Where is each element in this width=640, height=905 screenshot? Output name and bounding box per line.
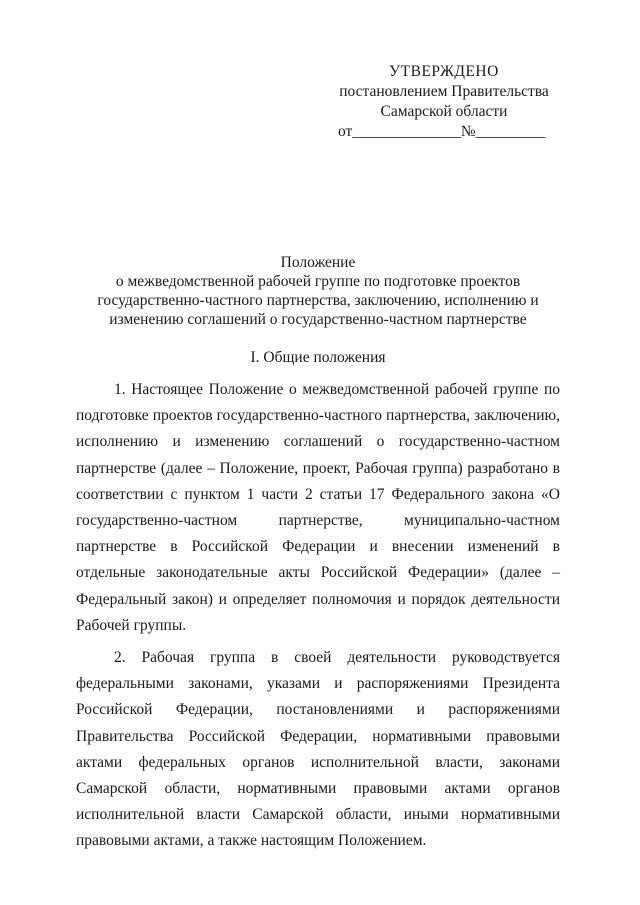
section-heading: I. Общие положения [250, 349, 386, 366]
approval-title: УТВЕРЖДЕНО [389, 63, 499, 80]
document-title-line: о межведомственной рабочей группе по подготовке проектов [115, 273, 521, 290]
approval-stamp [338, 62, 550, 142]
document-title-line: Положение [280, 254, 356, 271]
approval-date-number-line: от______________№_________ [338, 123, 546, 140]
approval-line-1: постановлением Правительства [339, 83, 549, 100]
approval-line-2: Самарской области [380, 103, 508, 120]
paragraph: 2. Рабочая группа в своей деятельности руководствуется федеральными законами, указами и распоряжениями Президента Российской Федерации, постановлениями и распоряжениями Правительства Российской Федерации, нормативными правовыми актами федеральных органов исполнительной власти, законами Самарской области, нормативными правовыми актами органов исполнительной власти Самарской области, иными нормативными правовыми актами, а также настоящим Положением. [76, 649, 560, 850]
document-title-line: государственно-частного партнерства, заключению, исполнению и [97, 292, 539, 309]
document-body [76, 377, 560, 855]
document-title [76, 253, 560, 329]
document-title-line: изменению соглашений о государственно-частном партнерстве [109, 311, 527, 328]
paragraph: 1. Настоящее Положение о межведомственной рабочей группе по подготовке проектов государственно-частного партнерства, заключению, исполнению и изменению соглашений о государственно-частном партнерстве (далее – Положение, проект, Рабочая группа) разработано в соответствии с пунктом 1 части 2 статьи 17 Федерального закона «О государственно-частном партнерстве, муниципально-частном партнерстве в Российской Федерации и внесении изменений в отдельные законодательные акты Российской Федерации» (далее – Федеральный закон) и определяет полномочия и порядок деятельности Рабочей группы. [76, 381, 560, 634]
